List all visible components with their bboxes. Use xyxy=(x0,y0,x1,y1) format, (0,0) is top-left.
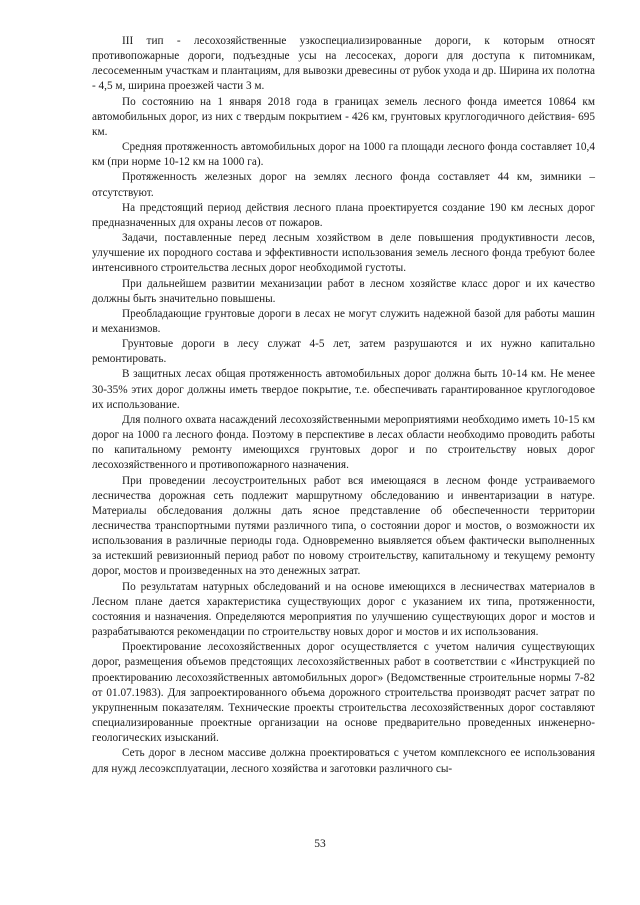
paragraph-mechanization: При дальнейшем развитии механизации работ в лесном хозяйстве класс дорог и их качество должны быть значительно повышены. xyxy=(92,277,595,305)
page-number: 53 xyxy=(314,838,326,850)
paragraph-road-type-iii: III тип - лесохозяйственные узкоспециализированные дороги, к которым относят противопожарные дороги, подъездные усы на лесосеках, дороги для доступа к питомникам, лесосеменным участкам и плантациям, для вывозки древесины от рубок ухода и др. Ширина их полотна - 4,5 м, ширина проезжей части 3 м. xyxy=(92,35,595,93)
paragraph-tasks: Задачи, поставленные перед лесным хозяйством в деле повышения продуктивности лесов, улучшение их породного состава и эффективности использования земель лесного фонда требуют более интенсивного строительства лесных дорог необходимой густоты. xyxy=(92,232,595,275)
paragraph-dirt-roads-lifespan: Грунтовые дороги в лесу служат 4-5 лет, затем разрушаются и их нужно капитально ремонтировать. xyxy=(92,338,595,366)
paragraph-dirt-roads-base: Преобладающие грунтовые дороги в лесах не могут служить надежной базой для работы машин и механизмов. xyxy=(92,307,595,335)
paragraph-forest-inventory: При проведении лесоустроительных работ вся имеющаяся в лесном фонде устраиваемого лесничества дорожная сеть подлежит маршрутному обследованию и инвентаризации в натуре. Материалы обследования должны дать ясное представление об обеспеченности территории лесничества транспортными путями различного типа, о состоянии дорог и мостов, о возможности их использования в различные периоды года. Одновременно выявляется объем фактически выполненных за истекший ревизионный период работ по новому строительству, капитальному и текущему ремонту дорог, мостов и произведенных на это денежных затрат. xyxy=(92,474,595,578)
paragraph-railways: Протяженность железных дорог на землях лесного фонда составляет 44 км, зимники – отсутствуют. xyxy=(92,171,595,199)
paragraph-average-length: Средняя протяженность автомобильных дорог на 1000 га площади лесного фонда составляет 10,4 км (при норме 10-12 км на 1000 га). xyxy=(92,141,595,169)
paragraph-road-stats-2018: По состоянию на 1 января 2018 года в границах земель лесного фонда имеется 10864 км автомобильных дорог, из них с твердым покрытием - 426 км, грунтовых круглогодичного действия- 695 км. xyxy=(92,95,595,138)
page-body xyxy=(92,34,595,777)
paragraph-road-design: Проектирование лесохозяйственных дорог осуществляется с учетом наличия существующих дорог, размещения объемов предстоящих лесохозяйственных работ в соответствии с «Инструкцией по проектированию лесохозяйственных автомобильных дорог» (Ведомственные строительные нормы 7-82 от 01.07.1983). Для запроектированного объема дорожного строительства производят расчет затрат по укрупненным показателям. Технические проекты строительства лесохозяйственных дорог составляют специализированные проектные организации на основе предварительно проведенных инженерно-геологических изысканий. xyxy=(92,641,595,745)
paragraph-survey-results: По результатам натурных обследований и на основе имеющихся в лесничествах материалов в Лесном плане дается характеристика существующих дорог с указанием их типа, протяженности, состояния и назначения. Определяются мероприятия по улучшению существующих дорог и мостов и разрабатываются рекомендации по строительству новых дорог и мостов и их использования. xyxy=(92,580,595,639)
paragraph-road-network: Сеть дорог в лесном массиве должна проектироваться с учетом комплексного ее использования для нужд лесоэксплуатации, лесного хозяйства и заготовки различного сы- xyxy=(92,747,595,775)
paragraph-full-coverage: Для полного охвата насаждений лесохозяйственными мероприятиями необходимо иметь 10-15 км дорог на 1000 га лесного фонда. Поэтому в перспективе в лесах области необходимо проводить работы по капитальному ремонту имеющихся грунтовых дорог и по строительству новых дорог лесохозяйственного и противопожарного назначения. xyxy=(92,413,595,472)
paragraph-planned-roads: На предстоящий период действия лесного плана проектируется создание 190 км лесных дорог предназначенных для охраны лесов от пожаров. xyxy=(92,201,595,229)
paragraph-protective-forests: В защитных лесах общая протяженность автомобильных дорог должна быть 10-14 км. Не менее 30-35% этих дорог должны иметь твердое покрытие, т.е. обеспечивать гарантированное круглогодовое их использование. xyxy=(92,368,595,411)
